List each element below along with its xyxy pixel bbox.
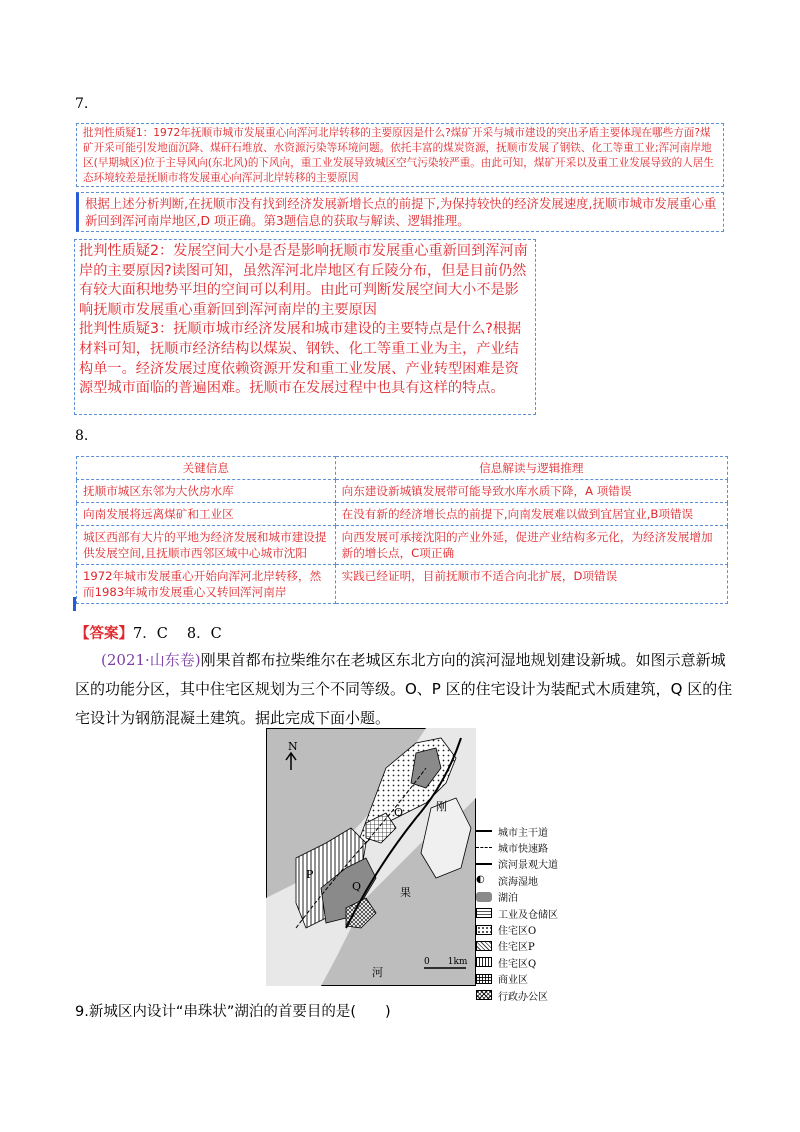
table-cell: 在没有新的经济增长点的前提下,向南发展难以做到宜居宜业,B项错误 [335,503,727,526]
map-zone-p-label: P [306,868,314,881]
answer-text: 7．C 8．C [133,626,222,642]
map-river-label-2: 河 [372,966,383,979]
answer-label: 【答案】 [75,625,133,642]
legend-item: 城市快速路 [476,839,558,855]
table-cell: 实践已经证明，目前抚顺市不适合向北扩展，D项错误 [335,565,727,604]
legend-item: 滨河景观大道 [476,856,558,872]
table-row [77,503,728,526]
map-zone-q-label: Q [352,880,362,893]
analysis-conclusion-box [76,192,724,232]
question-9: 9.新城区内设计“串珠状”湖泊的首要目的是( ) [75,1004,391,1020]
answer-line [75,622,222,643]
admin-swatch-icon [476,990,492,1000]
legend-item: 城市主干道 [476,823,558,839]
table-cell: 1972年城市发展重心开始向浑河北岸转移，然而1983年城市发展重心又转回浑河南岸 [77,565,336,604]
table-header-row [77,457,728,480]
analysis-conclusion-text: 根据上述分析判断,在抚顺市没有找到经济发展新增长点的前提下,为保持较快的经济发展速度,抚顺市城市发展重心重新回到浑河南岸地区,D 项正确。第3题信息的获取与解读、逻辑推理。 [85,196,717,228]
commercial-swatch-icon [476,974,492,984]
legend-item: ◐ 滨海湿地 [476,874,538,888]
table-cell: 向西发展可承接沈阳的产业外延，促进产业结构多元化，为经济发展增加新的增长点，C项正确 [335,526,727,565]
map-river-label-1: 果 [400,886,411,899]
critical-question-1-text: 批判性质疑1：1972年抚顺市城市发展重心向浑河北岸转移的主要原因是什么?煤矿开采与城市建设的突出矛盾主要体现在哪些方面?煤矿开采可能引发地面沉降、煤矸石堆放、水资源污染等环境问题。依托丰富的煤炭资源，抚顺市发展了钢铁、化工等重工业;浑河南岸地区(早期城区)位于主导风向(东北风)的下风向，重工业发展导致城区空气污染较严重。由此可知，煤矿开采以及重工业发展导致的人居生态环境较差是抚顺市将发展重心向浑河北岸转移的主要原因 [83,127,714,184]
legend-item: 行政办公区 [476,987,558,1003]
table-header-key-info: 关键信息 [77,457,336,480]
legend-item: 住宅区P [476,938,558,954]
residential-q-swatch-icon [476,957,492,967]
industrial-swatch-icon [476,908,492,918]
critical-question-2-text: 批判性质疑2：发展空间大小是否是影响抚顺市发展重心重新回到浑河南岸的主要原因?读图可知，虽然浑河北岸地区有丘陵分布，但是目前仍然有较大面积地势平坦的空间可以利用。由此可判断发展空间大小不是影响抚顺市发展重心重新回到浑河南岸的主要原因 [79,243,528,318]
question-stem [75,646,735,733]
table-cell: 抚顺市城区东邻为大伙房水库 [77,480,336,503]
table-cell: 向东建设新城镇发展带可能导致水库水质下降，A 项错误 [335,480,727,503]
table-row [77,526,728,565]
legend-item: 住宅区Q [476,954,558,970]
legend-item: 工业及仓储区 [476,905,558,921]
question-stem-text: 刚果首都布拉柴维尔在老城区东北方向的滨河湿地规划建设新城。如图示意新城区的功能分区，其中住宅区规划为三个不同等级。O、P 区的住宅设计为装配式木质建筑，Q 区的住宅设计为钢筋混凝土建筑。据此完成下面小题。 [75,651,733,727]
map-island-label: 刚 [436,800,447,813]
legend-item: 湖泊 [476,889,558,905]
table-cell: 城区西部有大片的平地为经济发展和城市建设提供发展空间,且抚顺市西邻区域中心城市沈阳 [77,526,336,565]
critical-question-3-text: 批判性质疑3：抚顺市城市经济发展和城市建设的主要特点是什么?根据材料可知，抚顺市经济结构以煤炭、钢铁、化工等重工业为主，产业结构单一。经济发展过度依赖资源开发和重工业发展、产业转型困难是资源型城市面临的普遍困难。抚顺市在发展过程中也具有这样的特点。 [79,321,522,397]
legend-item: 住宅区O [476,921,558,937]
map-legend [476,823,558,1003]
map-scale-label: 0 1km [424,957,468,967]
new-city-map [266,728,476,986]
expressway-swatch-icon [476,847,492,848]
map-zone-o-label: O [394,806,404,819]
critical-question-1-box [76,123,724,187]
table-row [77,565,728,604]
wetland-swatch-icon: ◐ [476,874,485,886]
question-8-number: 8. [75,428,89,444]
lake-swatch-icon [476,892,492,902]
table-header-reasoning: 信息解读与逻辑推理 [335,457,727,480]
avenue-swatch-icon [476,863,492,866]
table-cell: 向南发展将远离煤矿和工业区 [77,503,336,526]
question-source: (2021·山东卷) [101,651,201,669]
legend-item: 商业区 [476,971,558,987]
question-7-number: 7. [75,96,89,112]
table-row [77,480,728,503]
critical-questions-2-3-box [74,239,536,415]
main-road-swatch-icon [476,830,492,832]
residential-p-swatch-icon [476,941,492,951]
key-info-table [76,456,728,604]
residential-o-swatch-icon [476,925,492,935]
table-edge-marker [73,597,76,611]
map-north-label: N [288,740,298,753]
